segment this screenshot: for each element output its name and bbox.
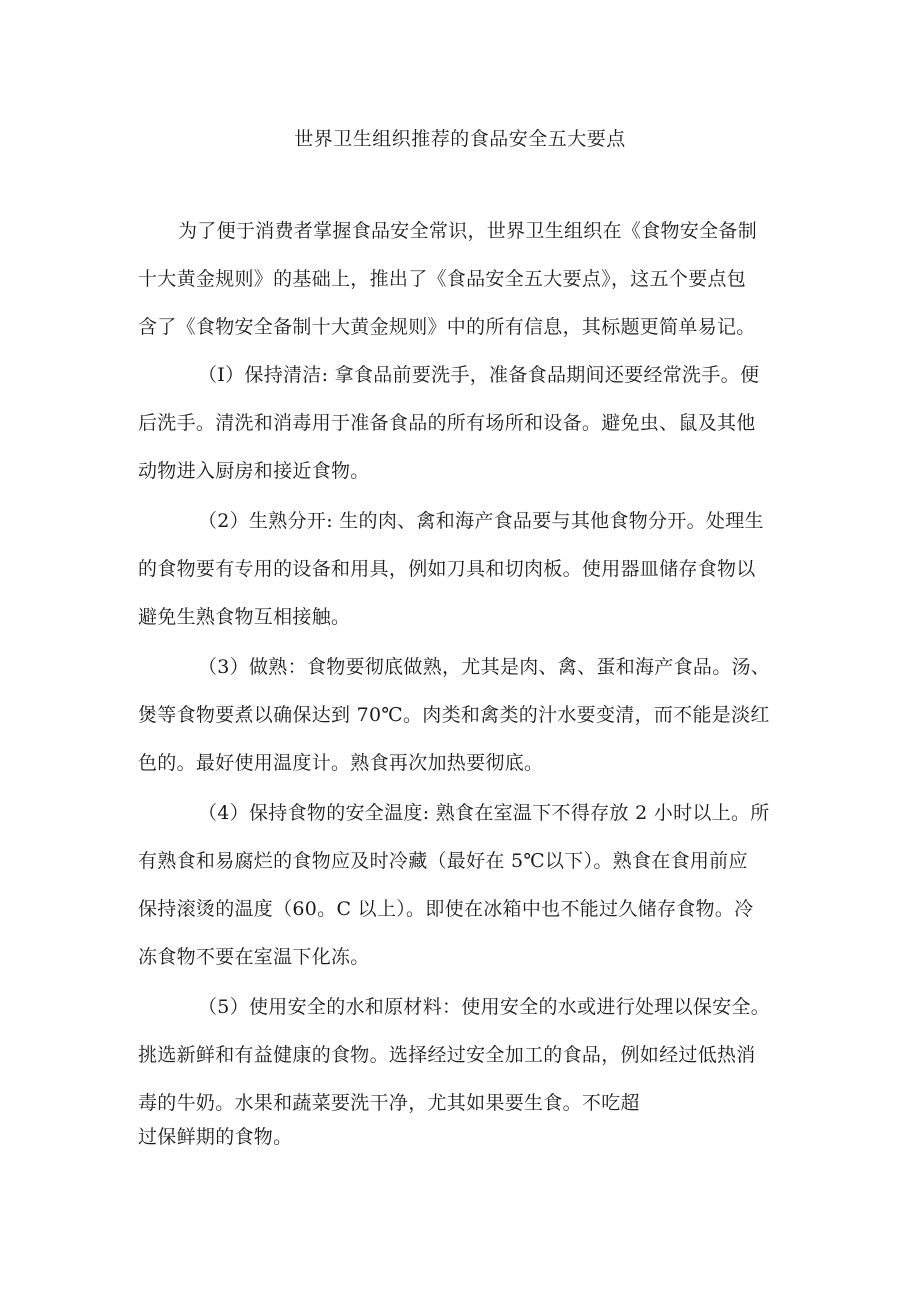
point5-line-2: 挑选新鲜和有益健康的食物。选择经过安全加工的食品，例如经过低热消 (138, 1044, 756, 1066)
point5-line-3: 毒的牛奶。水果和蔬菜要洗干净，尤其如果要生食。不吃超 (138, 1092, 640, 1114)
point4-line-2: 有熟食和易腐烂的食物应及时冷藏（最好在 5℃以下）。熟食在食用前应 (138, 850, 748, 872)
point3-line-3: 色的。最好使用温度计。熟食再次加热要彻底。 (138, 752, 544, 774)
point2-line-2: 的食物要有专用的设备和用具，例如刀具和切肉板。使用器皿储存食物以 (138, 558, 756, 580)
intro-line-2: 十大黄金规则》的基础上，推出了《食品安全五大要点》，这五个要点包 (138, 268, 747, 290)
point3-line-2: 煲等食物要煮以确保达到 70℃。肉类和禽类的汁水要变清，而不能是淡红 (138, 704, 770, 726)
point1-line-2: 后洗手。清洗和消毒用于准备食品的所有场所和设备。避免虫、鼠及其他 (138, 412, 756, 434)
point4-line-4: 冻食物不要在室温下化冻。 (138, 946, 370, 968)
point3-line-1: （3）做熟：食物要彻底做熟，尤其是肉、禽、蛋和海产食品。汤、 (198, 656, 771, 678)
point2-line-3: 避免生熟食物互相接触。 (138, 606, 351, 628)
point4-line-1: （4）保持食物的安全温度: 熟食在室温下不得存放 2 小时以上。所 (198, 802, 770, 824)
point4-line-3: 保持滚烫的温度（60。C 以上）。即使在冰箱中也不能过久储存食物。冷 (138, 898, 754, 920)
point1-line-1: （I）保持清洁: 拿食品前要洗手，准备食品期间还要经常洗手。便 (198, 364, 760, 386)
point2-line-1: （2）生熟分开: 生的肉、禽和海产食品要与其他食物分开。处理生 (198, 510, 764, 532)
page-title: 世界卫生组织推荐的食品安全五大要点 (294, 128, 626, 150)
point1-line-3: 动物进入厨房和接近食物。 (138, 460, 370, 482)
point5-line-4: 过保鲜期的食物。 (138, 1126, 293, 1148)
point5-line-1: （5）使用安全的水和原材料：使用安全的水或进行处理以保安全。 (198, 996, 771, 1018)
intro-line-1: 为了便于消费者掌握食品安全常识，世界卫生组织在《食物安全备制 (178, 220, 758, 242)
intro-line-3: 含了《食物安全备制十大黄金规则》中的所有信息，其标题更简单易记。 (138, 316, 756, 338)
